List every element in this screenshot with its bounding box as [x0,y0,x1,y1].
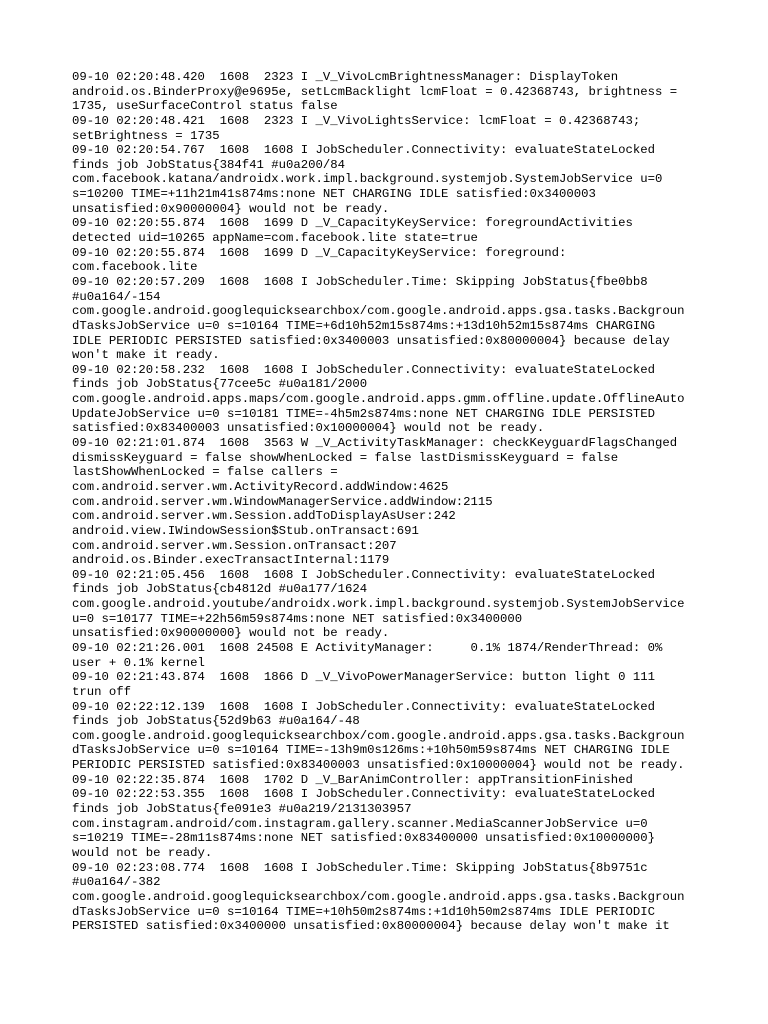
log-line: com.google.android.youtube/androidx.work.impl.background.systemjob.SystemJobService [72,597,685,612]
log-line: lastShowWhenLocked = false callers = [72,465,338,480]
log-line: android.os.BinderProxy@e9695e, setLcmBacklight lcmFloat = 0.42368743, brightness = [72,84,678,99]
log-line: UpdateJobService u=0 s=10181 TIME=-4h5m2s874ms:none NET CHARGING IDLE PERSISTED [72,406,655,421]
log-line: finds job JobStatus{cb4812d #u0a177/1624 [72,582,368,597]
log-line: com.android.server.wm.Session.onTransact:207 [72,538,397,553]
log-line: would not be ready. [72,845,213,860]
log-line: detected uid=10265 appName=com.facebook.lite state=true [72,231,478,246]
log-line: 1735, useSurfaceControl status false [72,99,338,114]
log-line: 09-10 02:20:57.209 1608 1608 I JobScheduler.Time: Skipping JobStatus{fbe0bb8 [72,274,648,289]
log-line: s=10219 TIME=-28m11s874ms:none NET satisfied:0x83400000 unsatisfied:0x10000000} [72,831,655,846]
log-line: 09-10 02:21:01.874 1608 3563 W _V_ActivityTaskManager: checkKeyguardFlagsChanged [72,436,678,451]
log-line: 09-10 02:20:48.420 1608 2323 I _V_VivoLcmBrightnessManager: DisplayToken [72,70,619,84]
log-line: 09-10 02:21:43.874 1608 1866 D _V_VivoPowerManagerService: button light 0 111 [72,670,655,685]
log-line: 09-10 02:21:05.456 1608 1608 I JobScheduler.Connectivity: evaluateStateLocked [72,567,655,582]
log-line: com.facebook.katana/androidx.work.impl.background.systemjob.SystemJobService u=0 [72,172,663,187]
log-line: PERIODIC PERSISTED satisfied:0x83400003 unsatisfied:0x10000004} would not be ready. [72,758,685,773]
log-line: com.google.android.googlequicksearchbox/com.google.android.apps.gsa.tasks.Backgroun [72,304,685,319]
log-line: com.android.server.wm.ActivityRecord.addWindow:4625 [72,479,449,494]
log-line: com.android.server.wm.WindowManagerService.addWindow:2115 [72,494,493,509]
log-line: dTasksJobService u=0 s=10164 TIME=-13h9m0s126ms:+10h50m59s874ms NET CHARGING IDLE [72,743,670,758]
log-line: 09-10 02:23:08.774 1608 1608 I JobScheduler.Time: Skipping JobStatus{8b9751c [72,860,648,875]
log-line: u=0 s=10177 TIME=+22h56m59s874ms:none NET satisfied:0x3400000 [72,611,523,626]
log-line: trun off [72,684,132,699]
log-line: #u0a164/-382 [72,875,161,890]
log-line: com.google.android.apps.maps/com.google.android.apps.gmm.offline.update.OfflineAuto [72,392,685,407]
log-line: com.android.server.wm.Session.addToDisplayAsUser:242 [72,509,456,524]
log-line: unsatisfied:0x90000004} would not be ready. [72,201,390,216]
log-line: finds job JobStatus{77cee5c #u0a181/2000 [72,377,368,392]
log-line: 09-10 02:21:26.001 1608 24508 E ActivityManager: 0.1% 1874/RenderThread: 0% [72,640,663,655]
log-line: finds job JobStatus{fe091e3 #u0a219/2131303957 [72,802,412,817]
log-line: 09-10 02:22:35.874 1608 1702 D _V_BarAnimController: appTransitionFinished [72,772,633,787]
log-line: satisfied:0x83400003 unsatisfied:0x10000004} would not be ready. [72,421,545,436]
log-line: dTasksJobService u=0 s=10164 TIME=+6d10h52m15s874ms:+13d10h52m15s874ms CHARGING [72,318,655,333]
log-line: 09-10 02:22:12.139 1608 1608 I JobScheduler.Connectivity: evaluateStateLocked [72,699,655,714]
log-line: user + 0.1% kernel [72,655,205,670]
log-line: com.facebook.lite [72,260,198,275]
log-line: 09-10 02:20:54.767 1608 1608 I JobScheduler.Connectivity: evaluateStateLocked [72,143,655,158]
log-line: android.os.Binder.execTransactInternal:1179 [72,553,390,568]
log-document [72,70,712,934]
log-line: s=10200 TIME=+11h21m41s874ms:none NET CHARGING IDLE satisfied:0x3400003 [72,187,596,202]
log-line: won't make it ready. [72,348,220,363]
log-line: unsatisfied:0x90000000} would not be ready. [72,626,390,641]
log-line: 09-10 02:20:48.421 1608 2323 I _V_VivoLightsService: lcmFloat = 0.42368743; [72,113,641,128]
log-line: dTasksJobService u=0 s=10164 TIME=+10h50m2s874ms:+1d10h50m2s874ms IDLE PERIODIC [72,904,655,919]
log-line: #u0a164/-154 [72,289,161,304]
log-line: 09-10 02:20:58.232 1608 1608 I JobScheduler.Connectivity: evaluateStateLocked [72,362,655,377]
log-line: finds job JobStatus{52d9b63 #u0a164/-48 [72,714,360,729]
log-line: android.view.IWindowSession$Stub.onTransact:691 [72,523,419,538]
log-line: 09-10 02:20:55.874 1608 1699 D _V_CapacityKeyService: foreground: [72,245,567,260]
log-line: finds job JobStatus{384f41 #u0a200/84 [72,157,346,172]
log-line: PERSISTED satisfied:0x3400000 unsatisfied:0x80000004} because delay won't make it [72,919,670,934]
log-line: com.instagram.android/com.instagram.gallery.scanner.MediaScannerJobService u=0 [72,816,648,831]
log-line: 09-10 02:22:53.355 1608 1608 I JobScheduler.Connectivity: evaluateStateLocked [72,787,655,802]
log-line: 09-10 02:20:55.874 1608 1699 D _V_CapacityKeyService: foregroundActivities [72,216,633,231]
log-line: com.google.android.googlequicksearchbox/com.google.android.apps.gsa.tasks.Backgroun [72,889,685,904]
log-line: IDLE PERIODIC PERSISTED satisfied:0x3400003 unsatisfied:0x80000004} because delay [72,333,670,348]
log-line: com.google.android.googlequicksearchbox/com.google.android.apps.gsa.tasks.Backgroun [72,728,685,743]
log-line: setBrightness = 1735 [72,128,220,143]
log-line: dismissKeyguard = false showWhenLocked = false lastDismissKeyguard = false [72,450,619,465]
